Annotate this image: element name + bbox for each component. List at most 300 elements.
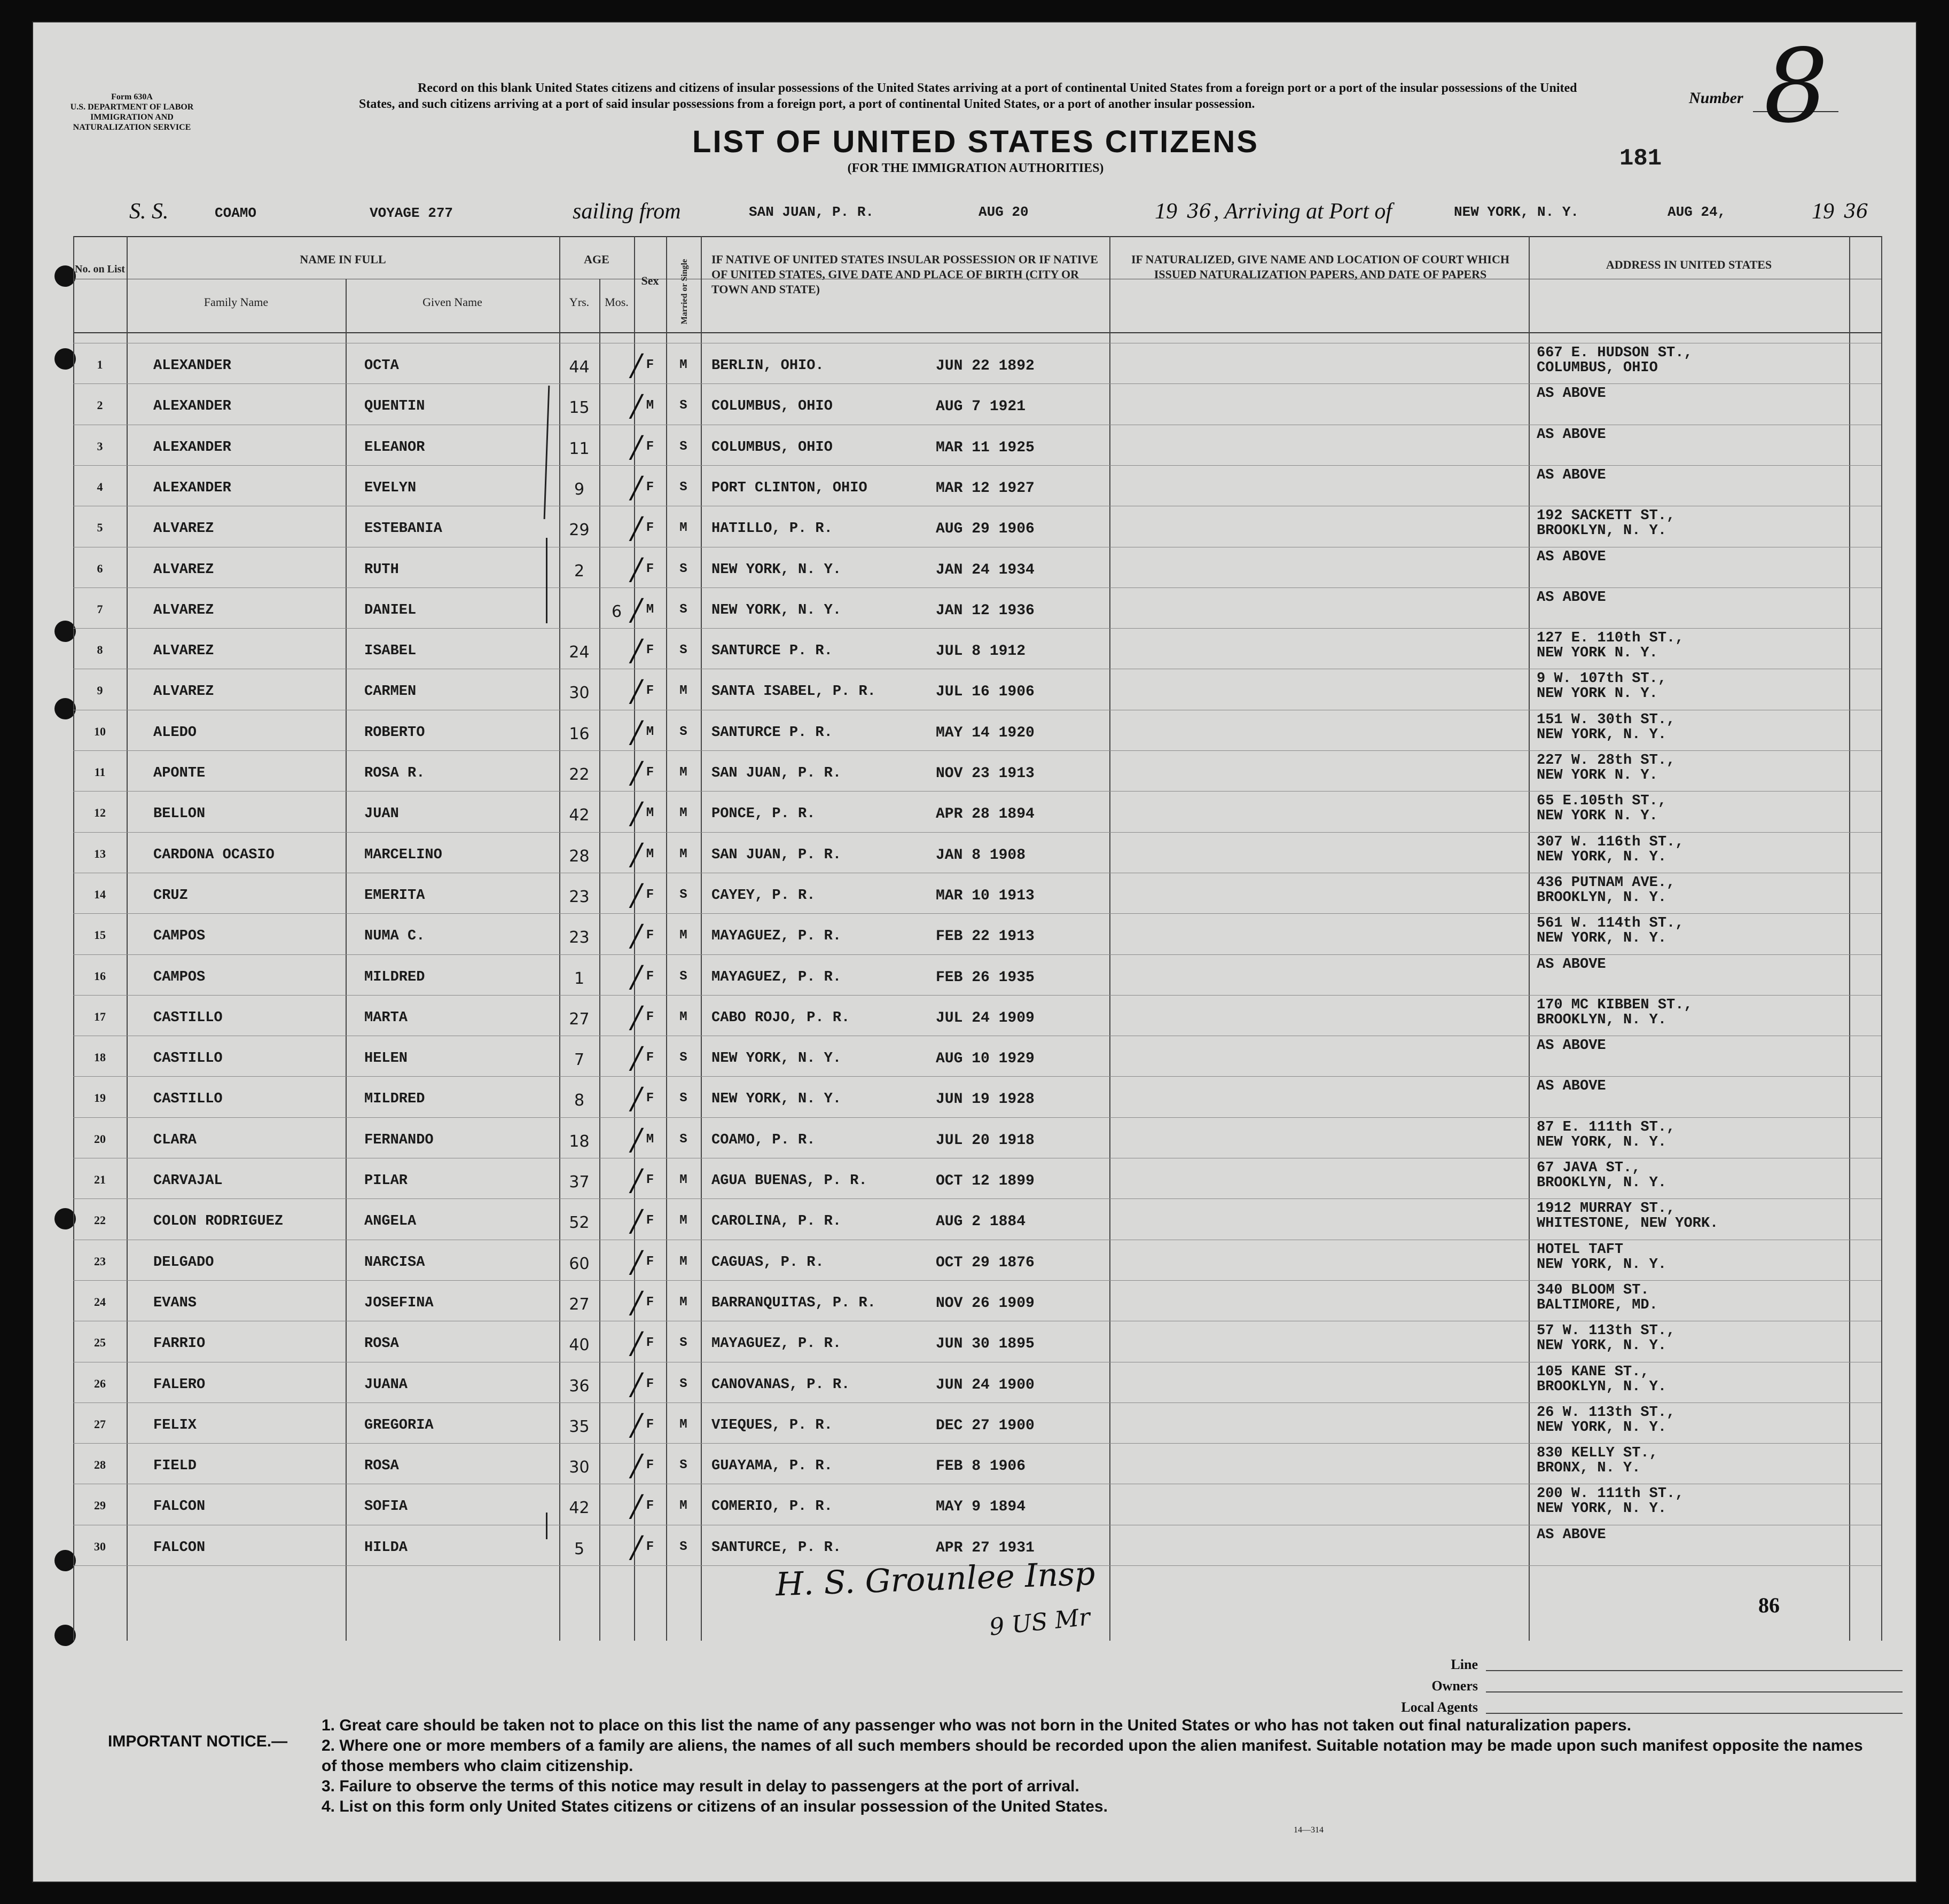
notice-heading: IMPORTANT NOTICE.— [108,1733,288,1750]
table-row [33,1282,1918,1321]
cell-date: JAN 12 1936 [936,602,1035,619]
check-mark-icon: / [631,1326,641,1361]
punch-hole [54,265,76,287]
cell-no: 24 [94,1295,106,1308]
cell-place: BARRANQUITAS, P. R. [711,1295,876,1311]
cell-no: 25 [94,1336,106,1350]
cell-given: ESTEBANIA [364,521,442,537]
check-mark-icon: / [631,715,641,750]
cell-place: CANOVANAS, P. R. [711,1376,850,1393]
cell-given: MILDRED [364,1091,425,1108]
cell-no: 4 [97,480,103,493]
voyage-line [129,199,1881,231]
cell-date: JUL 8 1912 [936,643,1026,660]
cell-ms: M [679,1295,687,1310]
cell-given: ISABEL [364,643,417,660]
table-row [33,1241,1918,1280]
cell-yrs: 7 [574,1051,585,1070]
cell-place: COMERIO, P. R. [711,1499,833,1515]
cell-date: FEB 8 1906 [936,1458,1026,1475]
cell-place: COLUMBUS, OHIO [711,439,833,456]
cell-given: PILAR [364,1173,408,1189]
cell-given: FERNANDO [364,1132,434,1148]
cell-sex: F [646,439,654,454]
form-code: 14—314 [1294,1825,1324,1835]
cell-given: CARMEN [364,684,417,700]
check-mark-icon: / [631,837,641,872]
number-value: 8 [1764,27,1828,145]
cell-sex: F [646,684,654,699]
cell-yrs: 29 [569,521,590,540]
cell-sex: F [646,1051,654,1065]
check-mark-icon: / [631,470,641,505]
cell-address-line2: NEW YORK N. Y. [1537,767,1658,783]
table-row [33,1038,1918,1076]
cell-address-line1: AS ABOVE [1537,467,1606,483]
col-header-age: AGE [584,253,609,266]
cell-no: 13 [94,847,106,860]
col-header-mos: Mos. [605,295,629,309]
cell-family: ALVAREZ [153,561,214,578]
cell-ms: S [679,1051,687,1065]
notice-item: 2. Where one or more members of a family are aliens, the names of all such members should be recorded upon the alien manifest. Suitable notation may be made upon such manifest opposite the names of those members who claim citizenship. [322,1737,1863,1775]
cell-no: 9 [97,684,103,698]
cell-ms: M [679,1213,687,1228]
cell-date: MAY 9 1894 [936,1499,1026,1516]
cell-yrs: 44 [569,358,590,377]
check-mark-icon: / [631,1082,641,1117]
from-port: SAN JUAN, P. R. [749,204,874,220]
check-mark-icon: / [631,1163,641,1198]
cell-place: CAROLINA, P. R. [711,1213,842,1230]
cell-yrs: 28 [569,847,590,866]
table-row [33,1404,1918,1443]
cell-no: 26 [94,1376,106,1390]
stamp-number: 181 [1619,145,1662,172]
cell-place: COAMO, P. R. [711,1132,816,1148]
cell-address-line2: BROOKLYN, N. Y. [1537,1175,1667,1191]
cell-place: CABO ROJO, P. R. [711,1009,850,1026]
cell-date: MAR 10 1913 [936,887,1035,904]
cell-given: ANGELA [364,1213,417,1230]
cell-given: EVELYN [364,480,417,496]
inspector-signature: H. S. Grounlee Insp [774,1555,1096,1604]
cell-address-line1: AS ABOVE [1537,549,1606,565]
cell-place: MAYAGUEZ, P. R. [711,928,842,945]
cell-date: NOV 23 1913 [936,765,1035,782]
cell-no: 15 [94,928,106,942]
cell-family: ALEXANDER [153,480,231,496]
cell-ms: S [679,1376,687,1391]
table-row [33,386,1918,424]
cell-date: APR 27 1931 [936,1539,1035,1556]
cell-date: JUL 20 1918 [936,1132,1035,1149]
cell-family: FALCON [153,1499,206,1515]
cell-sex: F [646,643,654,658]
cell-yrs: 23 [569,887,590,906]
cell-sex: M [646,398,654,413]
cell-address-line1: AS ABOVE [1537,1038,1606,1054]
punch-hole [54,1625,76,1646]
cell-family: CRUZ [153,887,188,904]
cell-sex: F [646,1458,654,1473]
notice-item: 4. List on this form only United States citizens or citizens of an insular possession of the United States. [322,1798,1108,1815]
check-mark-icon: / [631,919,641,954]
cell-no: 23 [94,1254,106,1268]
cell-address-line1: 561 W. 114th ST., [1537,915,1684,932]
cell-address-line1: 436 PUTNAM AVE., [1537,874,1676,891]
check-mark-icon: / [631,1285,641,1320]
cell-sex: F [646,561,654,576]
table-row [33,1323,1918,1361]
cell-no: 7 [97,602,103,616]
cell-date: OCT 12 1899 [936,1173,1035,1189]
cell-family: DELGADO [153,1254,214,1271]
cell-sex: F [646,1173,654,1187]
table-row [33,508,1918,546]
cell-ms: M [679,684,687,699]
cell-given: QUENTIN [364,398,425,415]
arrive-date: AUG 24, [1668,204,1726,220]
cell-address-line1: 227 W. 28th ST., [1537,753,1676,769]
cell-date: MAY 14 1920 [936,724,1035,741]
cell-ms: M [679,806,687,821]
cell-family: FALCON [153,1539,206,1556]
cell-place: AGUA BUENAS, P. R. [711,1173,867,1189]
table-row [33,589,1918,628]
cell-place: SANTURCE P. R. [711,724,833,741]
cell-given: HILDA [364,1539,408,1556]
cell-family: BELLON [153,806,206,822]
cell-family: FARRIO [153,1336,206,1352]
cell-sex: F [646,1417,654,1432]
cell-family: ALEXANDER [153,398,231,415]
passenger-count: 86 [1758,1593,1780,1617]
manifest-page [32,21,1917,1883]
cell-no: 14 [94,887,106,901]
cell-yrs: 8 [574,1091,585,1110]
cell-given: OCTA [364,358,399,374]
cell-given: NARCISA [364,1254,425,1271]
cell-address-line1: 192 SACKETT ST., [1537,508,1676,524]
cell-address-line1: 307 W. 116th ST., [1537,834,1684,850]
cell-ms: S [679,1336,687,1351]
table-row [33,426,1918,465]
cell-given: EMERITA [364,887,425,904]
cell-yrs: 27 [569,1295,590,1314]
cell-place: CAGUAS, P. R. [711,1254,824,1271]
cell-no: 2 [97,398,103,412]
cell-date: AUG 29 1906 [936,521,1035,538]
cell-given: NUMA C. [364,928,425,945]
check-mark-icon: / [631,1000,641,1035]
cell-no: 8 [97,643,103,657]
col-header-sex: Sex [641,274,659,287]
year-prefix1: 19 [1155,199,1177,224]
cell-sex: F [646,1336,654,1351]
cell-ms: M [679,358,687,372]
cell-address-line1: AS ABOVE [1537,386,1606,402]
cell-given: ROSA [364,1336,399,1352]
cell-yrs: 35 [569,1417,590,1436]
form-id: Form 630A [111,92,153,101]
table-row [33,997,1918,1036]
cell-place: SAN JUAN, P. R. [711,847,842,863]
table-row [33,630,1918,669]
cell-sex: F [646,358,654,372]
cell-date: JUL 24 1909 [936,1009,1035,1027]
footer-owners-label: Owners [1431,1678,1478,1694]
cell-address-line1: AS ABOVE [1537,1526,1606,1543]
cell-yrs: 42 [569,806,590,825]
cell-family: ALVAREZ [153,643,214,660]
check-mark-icon: / [631,1204,641,1239]
cell-address-line2: NEW YORK N. Y. [1537,808,1658,825]
cell-family: ALEXANDER [153,439,231,456]
check-mark-icon: / [631,756,641,790]
cell-address-line1: AS ABOVE [1537,956,1606,973]
cell-date: DEC 27 1900 [936,1417,1035,1434]
cell-given: MARTA [364,1009,408,1026]
cell-family: CAMPOS [153,969,206,985]
cell-no: 1 [97,358,103,371]
cell-place: SANTURCE P. R. [711,643,833,660]
cell-address-line1: AS ABOVE [1537,1078,1606,1095]
cell-sex: F [646,521,654,536]
cell-no: 30 [94,1539,106,1553]
cell-place: GUAYAMA, P. R. [711,1458,833,1475]
cell-place: BERLIN, OHIO. [711,358,824,374]
table-row [33,1364,1918,1402]
cell-family: EVANS [153,1295,197,1311]
cell-address-line2: BALTIMORE, MD. [1537,1297,1658,1313]
cell-address-line1: 667 E. HUDSON ST., [1537,345,1693,361]
cell-given: MILDRED [364,969,425,985]
cell-no: 21 [94,1173,106,1186]
cell-sex: M [646,602,654,617]
cell-yrs: 11 [569,439,590,458]
check-mark-icon: / [631,1489,641,1524]
cell-date: JAN 8 1908 [936,847,1026,864]
cell-ms: M [679,1417,687,1432]
cell-address-line2: NEW YORK, N. Y. [1537,849,1667,865]
cell-address-line1: 87 E. 111th ST., [1537,1119,1676,1135]
cell-address-line2: NEW YORK, N. Y. [1537,1256,1667,1273]
check-mark-icon: / [631,389,641,424]
cell-address-line1: 200 W. 111th ST., [1537,1486,1684,1502]
table-row [33,1078,1918,1117]
department: U.S. DEPARTMENT OF LABOR [70,103,194,112]
cell-ms: S [679,1539,687,1554]
table-row [33,793,1918,832]
table-row [33,1119,1918,1158]
notice-item: 1. Great care should be taken not to place on this list the name of any passenger who was not born in the United States or who has not taken out final naturalization papers. [322,1717,1632,1734]
cell-ms: S [679,480,687,495]
table-row [33,1486,1918,1524]
cell-given: SOFIA [364,1499,408,1515]
cell-yrs: 30 [569,684,590,703]
cell-family: ALEXANDER [153,358,231,374]
cell-sex: F [646,1295,654,1310]
cell-family: CASTILLO [153,1091,223,1108]
cell-place: MAYAGUEZ, P. R. [711,969,842,985]
cell-given: HELEN [364,1051,408,1067]
check-mark-icon: / [631,511,641,546]
cell-address-line2: BRONX, N. Y. [1537,1460,1641,1477]
cell-given: JOSEFINA [364,1295,434,1311]
cell-date: JUN 22 1892 [936,358,1035,374]
cell-ms: M [679,1009,687,1024]
cell-given: ELEANOR [364,439,425,456]
cell-place: PONCE, P. R. [711,806,816,822]
cell-address-line1: 57 W. 113th ST., [1537,1323,1676,1339]
table-row [33,1160,1918,1198]
cell-address-line1: AS ABOVE [1537,589,1606,606]
cell-no: 3 [97,439,103,453]
cell-no: 10 [94,724,106,738]
cell-sex: F [646,1091,654,1106]
cell-date: JUN 30 1895 [936,1336,1035,1353]
cell-mos: 6 [611,602,622,621]
cell-sex: F [646,765,654,780]
cell-address-line2: WHITESTONE, NEW YORK. [1537,1216,1719,1232]
cell-place: NEW YORK, N. Y. [711,561,842,578]
cell-ms: S [679,439,687,454]
cell-yrs: 5 [574,1539,585,1558]
cell-sex: F [646,1009,654,1024]
cell-no: 17 [94,1009,106,1023]
cell-given: GREGORIA [364,1417,434,1433]
cell-yrs: 27 [569,1009,590,1029]
cell-sex: F [646,1213,654,1228]
cell-yrs: 2 [574,561,585,581]
check-mark-icon: / [631,592,641,628]
number-label: Number [1689,89,1743,107]
cell-yrs: 24 [569,643,590,662]
cell-place: VIEQUES, P. R. [711,1417,833,1433]
cell-place: MAYAGUEZ, P. R. [711,1336,842,1352]
cell-no: 20 [94,1132,106,1146]
check-mark-icon: / [631,1122,641,1157]
instruction-text: Record on this blank United States citizens and citizens of insular possessions of the United States arriving at a port of continental United States from a foreign port or a port of the insular possessions of the United States, and such citizens arriving at a port of said insular possessions from a foreign port, a port of continental United States, or a port of another insular possession. [359,81,1577,111]
check-mark-icon: / [631,959,641,994]
cell-sex: M [646,806,654,821]
cell-given: RUTH [364,561,399,578]
cell-yrs: 36 [569,1376,590,1396]
check-mark-icon: / [631,1367,641,1402]
cell-ms: S [679,887,687,902]
cell-yrs: 15 [569,398,590,418]
cell-yrs: 42 [569,1499,590,1518]
cell-family: CASTILLO [153,1009,223,1026]
cell-yrs: 16 [569,724,590,743]
voyage-number: VOYAGE 277 [370,205,453,221]
cell-yrs: 37 [569,1173,590,1192]
cell-address-line2: BROOKLYN, N. Y. [1537,1378,1667,1395]
cell-address-line1: 151 W. 30th ST., [1537,711,1676,728]
cell-yrs: 22 [569,765,590,784]
sail-date: AUG 20 [979,204,1029,220]
cell-sex: F [646,480,654,495]
col-header-married: Married or Single [680,258,689,325]
cell-ms: S [679,398,687,413]
check-mark-icon: / [631,1530,641,1565]
cell-ms: S [679,1091,687,1106]
ss-label: S. S. [129,199,169,224]
cell-given: JUAN [364,806,399,822]
table-row [33,834,1918,873]
cell-yrs: 30 [569,1458,590,1477]
cell-sex: M [646,1132,654,1147]
cell-date: APR 28 1894 [936,806,1035,823]
table-row [33,1445,1918,1484]
cell-address-line1: 67 JAVA ST., [1537,1160,1641,1176]
cell-sex: F [646,1499,654,1514]
cell-no: 16 [94,969,106,983]
cell-yrs: 52 [569,1213,590,1233]
cell-family: APONTE [153,765,206,781]
cell-no: 6 [97,561,103,575]
footer-line-label: Line [1451,1657,1478,1672]
cell-address-line2: NEW YORK, N. Y. [1537,1501,1667,1517]
table-row [33,671,1918,709]
col-header-naturalized: IF NATURALIZED, GIVE NAME AND LOCATION OF COURT WHICH ISSUED NATURALIZATION PAPERS, AND DATE OF PAPERS [1131,253,1509,281]
cell-ms: S [679,724,687,739]
year-prefix2: 19 [1812,199,1834,224]
cell-date: MAR 12 1927 [936,480,1035,497]
col-header-no: No. on List [75,263,125,275]
cell-no: 12 [94,806,106,820]
cell-family: FELIX [153,1417,197,1433]
table-row [33,467,1918,506]
cell-date: NOV 26 1909 [936,1295,1035,1312]
cell-address-line2: NEW YORK, N. Y. [1537,1134,1667,1150]
cell-address-line1: 26 W. 113th ST., [1537,1404,1676,1421]
table-row [33,345,1918,383]
cell-family: ALVAREZ [153,521,214,537]
cell-ms: S [679,602,687,617]
cell-ms: S [679,561,687,576]
cell-yrs: 60 [569,1254,590,1273]
check-mark-icon: / [631,1041,641,1076]
cell-address-line1: 9 W. 107th ST., [1537,671,1667,687]
cell-address-line2: BROOKLYN, N. Y. [1537,1012,1667,1028]
check-mark-icon: / [631,348,641,383]
cell-family: CLARA [153,1132,197,1148]
cell-ms: S [679,969,687,984]
cell-address-line1: 105 KANE ST., [1537,1364,1649,1380]
service-line1: IMMIGRATION AND [90,113,174,122]
cell-address-line2: NEW YORK, N. Y. [1537,726,1667,743]
cell-address-line1: 1912 MURRAY ST., [1537,1201,1676,1217]
cell-place: NEW YORK, N. Y. [711,1051,842,1067]
cell-address-line1: 127 E. 110th ST., [1537,630,1684,647]
check-mark-icon: / [631,877,641,913]
cell-given: ROBERTO [364,724,425,741]
cell-date: JAN 24 1934 [936,561,1035,578]
check-mark-icon: / [631,1244,641,1280]
cell-no: 22 [94,1213,106,1227]
inspector-initials: 9 US Mr [988,1603,1092,1641]
cell-address-line1: HOTEL TAFT [1537,1241,1624,1258]
cell-sex: F [646,928,654,943]
notice-item: 3. Failure to observe the terms of this notice may result in delay to passengers at the port of arrival. [322,1777,1079,1795]
col-header-family: Family Name [203,295,269,309]
year2: 36 [1844,201,1868,223]
check-mark-icon: / [631,1448,641,1484]
col-header-given: Given Name [422,295,482,309]
year1: 36 [1187,201,1211,223]
